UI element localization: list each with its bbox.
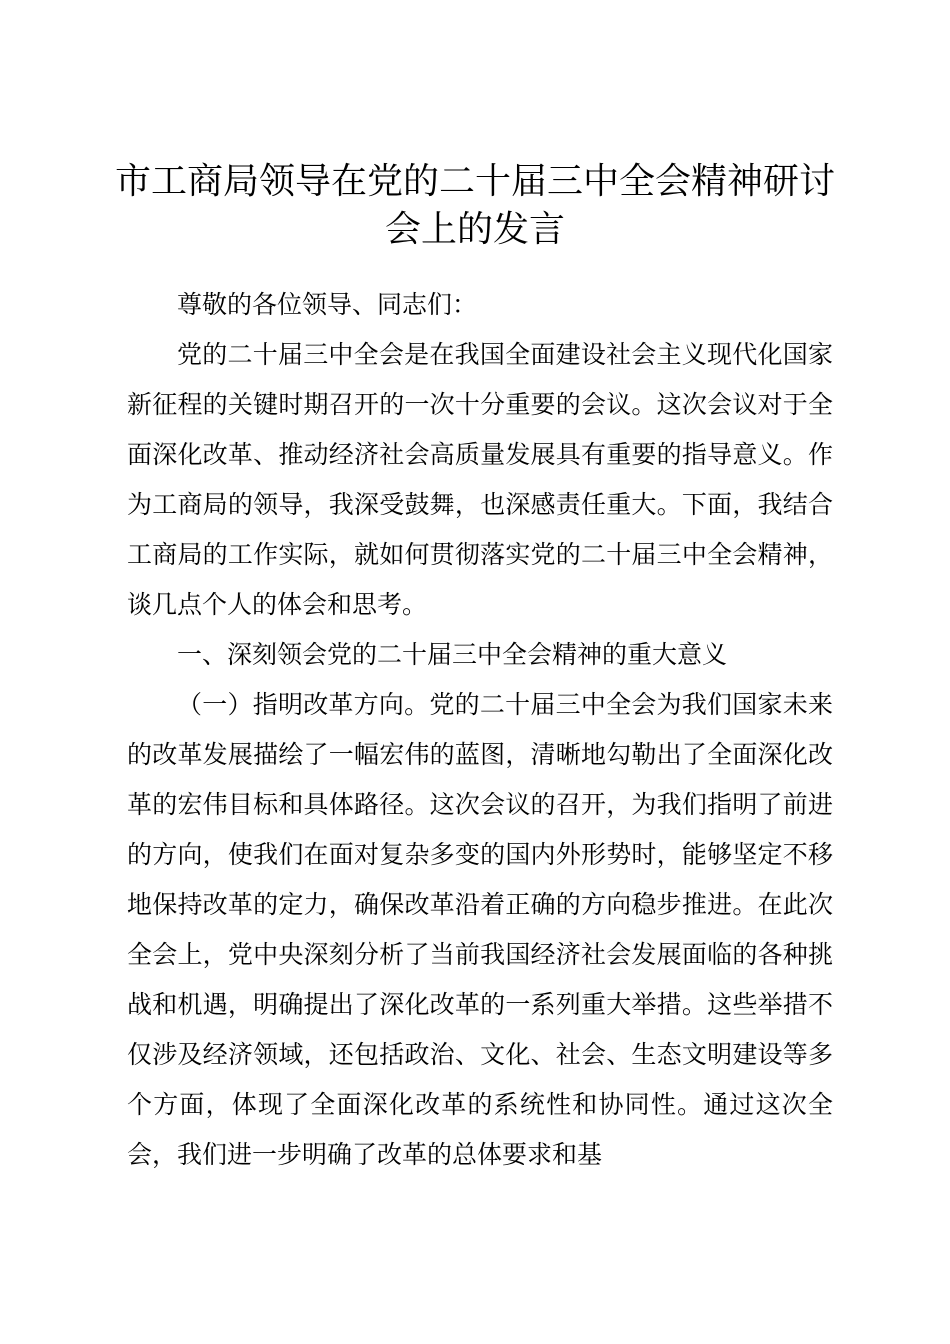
section-heading: 一、深刻领会党的二十届三中全会精神的重大意义 (177, 640, 728, 669)
document-title: 市工商局领导在党的二十届三中全会精神研讨会上的发言 (114, 161, 835, 250)
intro-paragraph: 党的二十届三中全会是在我国全面建设社会主义现代化国家新征程的关键时期召开的一次十分重要的会议。这次会议对于全面深化改革、推动经济社会高质量发展具有重要的指导意义。作为工商局的领导，我深受鼓舞，也深感责任重大。下面，我结合工商局的工作实际，就如何贯彻落实党的二十届三中全会精神，谈几点个人的体会和思考。 (127, 340, 833, 619)
salutation: 尊敬的各位领导、同志们： (177, 290, 478, 319)
document-body (127, 280, 833, 1180)
body-paragraph: （一）指明改革方向。党的二十届三中全会为我们国家未来的改革发展描绘了一幅宏伟的蓝图，清晰地勾勒出了全面深化改革的宏伟目标和具体路径。这次会议的召开，为我们指明了前进的方向，使我们在面对复杂多变的国内外形势时，能够坚定不移地保持改革的定力，确保改革沿着正确的方向稳步推进。在此次全会上，党中央深刻分析了当前我国经济社会发展面临的各种挑战和机遇，明确提出了深化改革的一系列重大举措。这些举措不仅涉及经济领域，还包括政治、文化、社会、生态文明建设等多个方面，体现了全面深化改革的系统性和协同性。通过这次全会，我们进一步明确了改革的总体要求和基 (127, 690, 833, 1169)
